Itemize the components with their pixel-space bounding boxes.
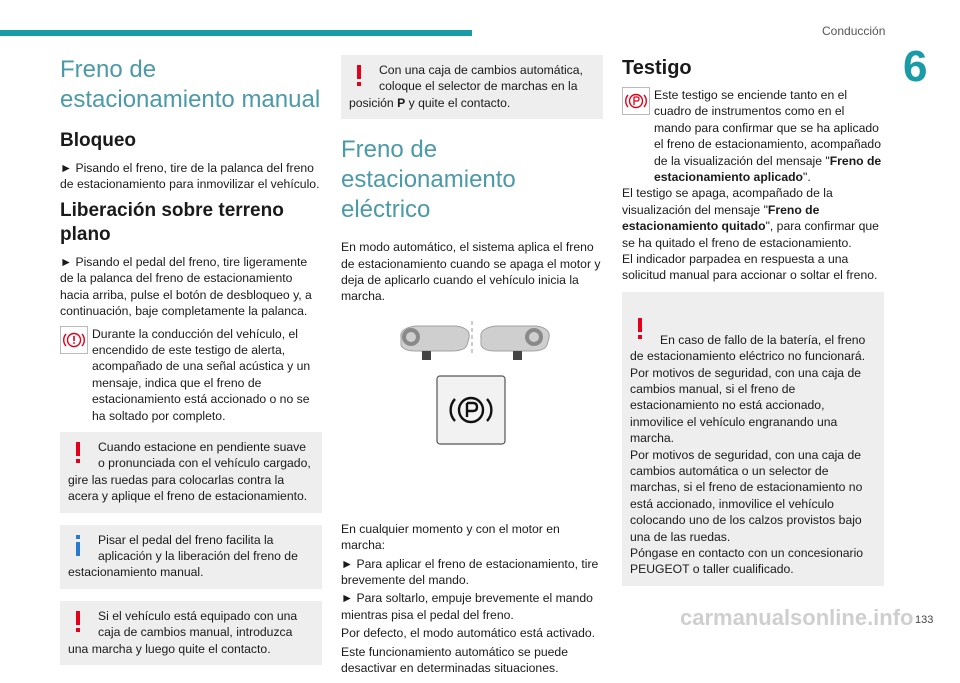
note-warning-automatic: [341, 55, 603, 119]
electric-p5: Este funcionamiento automático se puede desactivar en determinadas situaciones.: [341, 644, 568, 676]
electric-p1: En cualquier momento y con el motor en marcha:: [341, 521, 560, 553]
diagram-illustration: [341, 313, 603, 513]
heading-testigo: Testigo: [622, 57, 692, 79]
instrument-cluster-left-icon: [401, 326, 469, 360]
heading-bloqueo: Bloqueo: [60, 130, 136, 151]
warning-icon: [68, 439, 90, 463]
note-text: Pisar el pedal del freno facilita la aplicación y la liberación del freno de estacionamiento manual.: [68, 532, 298, 580]
section-title-manual: Freno de estacionamiento manual: [60, 56, 321, 113]
note-warning-manual: [60, 601, 322, 665]
tell-text: Durante la conducción del vehículo, el encendido de este testigo de alerta, acompañado de una señal acústica y un mensaje, indica que el freno de estacionamiento está accionado o no se ha soltado por completo.: [92, 326, 311, 423]
electric-p3: ► Para soltarlo, empuje brevemente el mando mientras pisa el pedal del freno.: [341, 591, 593, 622]
column-3: [622, 55, 884, 598]
testigo-text-3: El indicador parpadea en respuesta a una solicitud manual para accionar o soltar el freno.: [622, 252, 878, 283]
warning-icon: [349, 62, 371, 86]
liberacion-text: ► Pisando el pedal del freno, tire ligeramente de la palanca del freno de estacionamiento hacia arriba, pulse el botón de desbloqueo y, a continuación, baje completamente la palanca.: [60, 254, 312, 319]
testigo-text-2: El testigo se apaga, acompañado de la visualización del mensaje "Freno de estacionamiento quitado", para confirmar que se ha quitado el freno de estacionamiento.: [622, 186, 879, 250]
column-1: [60, 55, 322, 677]
chapter-number: 6: [903, 42, 928, 91]
header-accent-bar: [0, 30, 472, 36]
column-2: [341, 55, 603, 683]
testigo-text-1: Este testigo se enciende tanto en el cuadro de instrumentos como en el mando para confirmar que se ha aplicado el freno de estacionamiento, acompañado de la visualización del mensaje "Freno de estacionamiento aplicado".: [654, 88, 882, 185]
electric-intro: En modo automático, el sistema aplica el freno de estacionamiento cuando se apaga el motor y deja de aplicarlo cuando el vehículo inicia la marcha.: [341, 240, 601, 304]
watermark: carmanualsonline.info: [680, 605, 914, 630]
note-text: Con una caja de cambios automática, coloque el selector de marchas en la posición: [349, 63, 583, 110]
warning-icon: [630, 315, 652, 339]
heading-liberacion: Liberación sobre terreno plano: [60, 199, 284, 246]
chapter-title: Conducción: [822, 24, 886, 38]
note-warning-slope: [60, 432, 322, 513]
parking-brake-tell-icon: [622, 87, 650, 115]
info-icon: [68, 532, 90, 556]
warning-tell: [60, 326, 322, 424]
brake-warning-icon: [60, 326, 88, 354]
note-text: En caso de fallo de la batería, el freno de estacionamiento eléctrico no funcionará. Por motivos de seguridad, con una caja de cambios manual, si el freno de estacionamiento no está accionado, inmovilice el vehículo engranando una marcha. Por motivos de seguridad, con una caja de cambios automática o un selector de marchas, si el freno de estacionamiento no está accionado, inmovilice el vehículo colocando uno de los calzos provistos bajo una de las ruedas. Póngase en contacto con un concesionario PEUGEOT o taller cualificado.: [630, 332, 866, 577]
section-title-electric: Freno de estacionamiento eléctrico: [341, 136, 516, 224]
electric-p2: ► Para aplicar el freno de estacionamiento, tire brevemente del mando.: [341, 556, 599, 588]
page-number: 133: [915, 614, 934, 626]
warning-icon: [68, 608, 90, 632]
note-info-pedal: [60, 525, 322, 589]
bloqueo-text: ► Pisando el freno, tire de la palanca del freno de estacionamiento para inmovilizar el vehículo.: [60, 160, 320, 192]
note-text: Si el vehículo está equipado con una caja de cambios manual, introduzca una marcha y luego quite el contacto.: [68, 608, 298, 656]
instrument-cluster-right-icon: [481, 326, 549, 360]
note-warning-battery: [622, 292, 884, 586]
electric-p4: Por defecto, el modo automático está activado.: [341, 626, 596, 641]
parking-brake-button-icon: [437, 376, 505, 444]
note-text: y quite el contacto.: [405, 95, 511, 110]
testigo-tell: [622, 87, 884, 185]
note-text-bold: P: [397, 95, 406, 110]
note-text: Cuando estacione en pendiente suave o pronunciada con el vehículo cargado, gire las ruedas para colocarlas contra la acera y aplique el freno de estacionamiento.: [68, 439, 311, 504]
electric-brake-diagram: [341, 313, 603, 513]
